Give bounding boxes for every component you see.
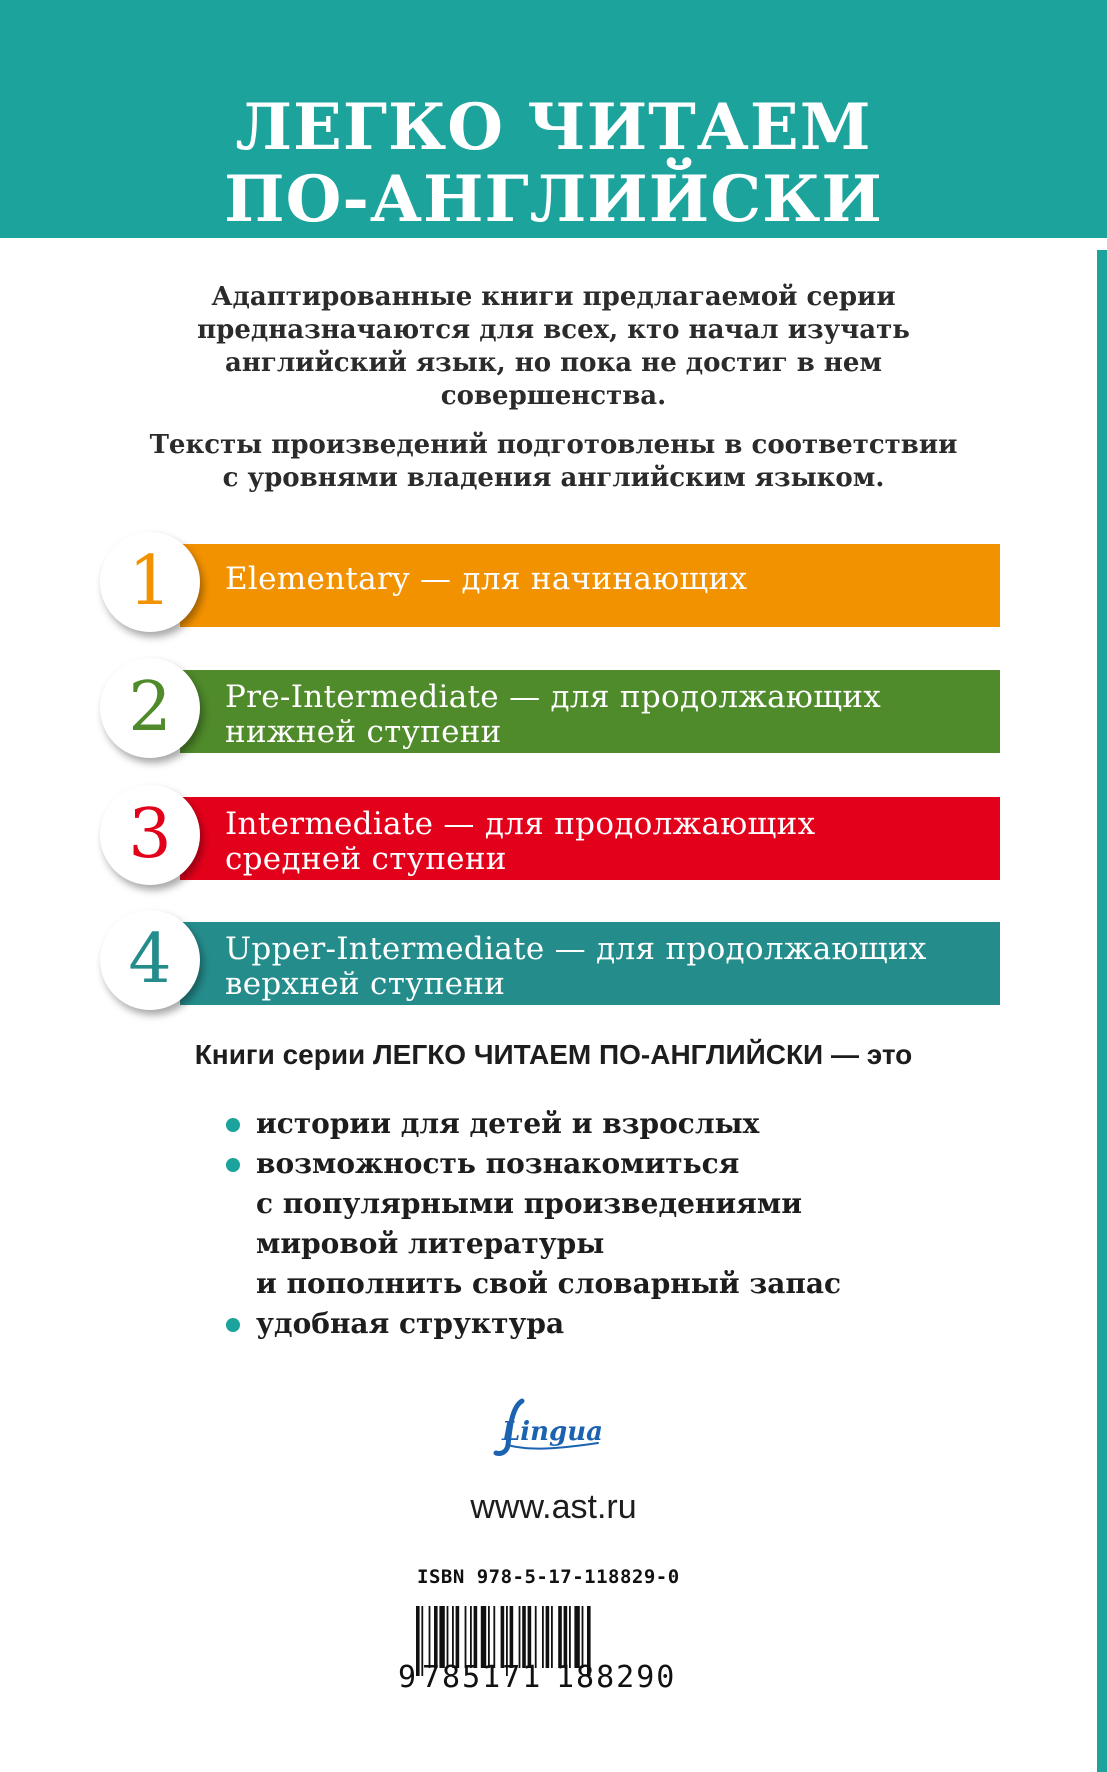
- intro-line: с уровнями владения английским языком.: [222, 463, 885, 493]
- barcode-digit-lead: 9: [398, 1660, 419, 1695]
- barcode-bar: [501, 1606, 505, 1668]
- level-1-number-badge: 1: [100, 532, 200, 632]
- right-edge-strip: [1097, 250, 1107, 1772]
- barcode-bar: [558, 1606, 562, 1668]
- barcode-digit-group-2: 188290: [556, 1660, 677, 1695]
- barcode-bar: [465, 1606, 467, 1668]
- barcode-bar: [474, 1606, 478, 1668]
- bullet-dot-icon: [226, 1318, 240, 1332]
- header-banner: [0, 0, 1107, 238]
- level-2-line-2: нижней ступени: [225, 714, 502, 750]
- barcode-bar: [481, 1606, 486, 1668]
- barcode-bar: [493, 1606, 495, 1668]
- feature-line: удобная структура: [256, 1307, 565, 1340]
- barcode-bar: [510, 1606, 514, 1668]
- barcode-bar: [542, 1606, 544, 1668]
- series-title: [0, 92, 1107, 236]
- intro-paragraph-1: [100, 281, 1007, 413]
- barcode-bar: [470, 1606, 472, 1668]
- lingua-logo-text: Lingua: [502, 1417, 603, 1447]
- feature-item-3: [222, 1304, 982, 1344]
- website-url: www.ast.ru: [470, 1488, 637, 1526]
- level-4-line-1: Upper-Intermediate — для продолжающих: [225, 931, 927, 967]
- barcode-bar: [569, 1606, 571, 1668]
- level-4-text: [225, 932, 995, 1002]
- level-3-text: [225, 807, 995, 877]
- feature-line: истории для детей и взрослых: [256, 1107, 760, 1140]
- intro-paragraph-2: [100, 429, 1007, 495]
- level-3-line-1: Intermediate — для продолжающих: [225, 806, 816, 842]
- intro-line: совершенства.: [440, 381, 667, 411]
- level-3-number-badge: 3: [100, 785, 200, 885]
- intro-line: английский язык, но пока не достиг в нем: [225, 348, 882, 378]
- isbn-label: ISBN 978-5-17-118829-0: [417, 1566, 680, 1588]
- level-1: [100, 532, 1000, 632]
- intro-line: Тексты произведений подготовлены в соответствии: [149, 430, 958, 460]
- feature-line: возможность познакомиться: [256, 1147, 740, 1180]
- level-4-line-2: верхней ступени: [225, 966, 506, 1002]
- level-4-number-badge: 4: [100, 910, 200, 1010]
- barcode-bar: [546, 1606, 550, 1668]
- barcode-digit-group-1: 785171: [422, 1660, 543, 1695]
- level-2-line-1: Pre-Intermediate — для продолжающих: [225, 679, 882, 715]
- level-3: [100, 785, 1000, 885]
- series-title-line-1: ЛЕГКО ЧИТАЕМ: [235, 90, 872, 165]
- feature-line: мировой литературы: [256, 1227, 605, 1260]
- level-1-line-1: Elementary — для начинающих: [225, 561, 748, 597]
- barcode-bar: [434, 1606, 438, 1668]
- level-2: [100, 658, 1000, 758]
- series-title-line-2: ПО-АНГЛИЙСКИ: [224, 162, 883, 237]
- barcode-bar: [582, 1606, 584, 1668]
- barcode-bar: [456, 1606, 460, 1668]
- barcode-bar: [528, 1606, 532, 1668]
- level-3-line-2: средней ступени: [225, 841, 507, 877]
- barcode-bar: [452, 1606, 454, 1668]
- barcode-bar: [429, 1606, 431, 1668]
- barcode-bar: [564, 1606, 568, 1668]
- feature-line: с популярными произведениями: [256, 1187, 802, 1220]
- intro-line: предназначаются для всех, кто начал изучать: [197, 315, 910, 345]
- barcode-bar: [519, 1606, 521, 1668]
- barcode-bar: [447, 1606, 449, 1668]
- intro-line: Адаптированные книги предлагаемой серии: [211, 282, 896, 312]
- lingua-logo: [488, 1393, 618, 1463]
- feature-item-2: [222, 1144, 982, 1304]
- level-1-text: [225, 562, 995, 597]
- barcode-bar: [488, 1606, 490, 1668]
- level-2-number-badge: 2: [100, 658, 200, 758]
- feature-line: и пополнить свой словарный запас: [256, 1267, 842, 1300]
- bullet-dot-icon: [226, 1118, 240, 1132]
- series-description: Книги серии ЛЕГКО ЧИТАЕМ ПО-АНГЛИЙСКИ — это: [194, 1039, 913, 1070]
- bullet-dot-icon: [226, 1158, 240, 1172]
- feature-item-1: [222, 1104, 982, 1144]
- barcode-bar: [439, 1606, 444, 1668]
- feature-list: [222, 1104, 982, 1344]
- level-2-text: [225, 680, 995, 750]
- barcode-bar: [574, 1606, 579, 1668]
- barcode-bar: [535, 1606, 537, 1668]
- barcode-bar: [551, 1606, 553, 1668]
- barcode-bar: [522, 1606, 526, 1668]
- level-4: [100, 910, 1000, 1010]
